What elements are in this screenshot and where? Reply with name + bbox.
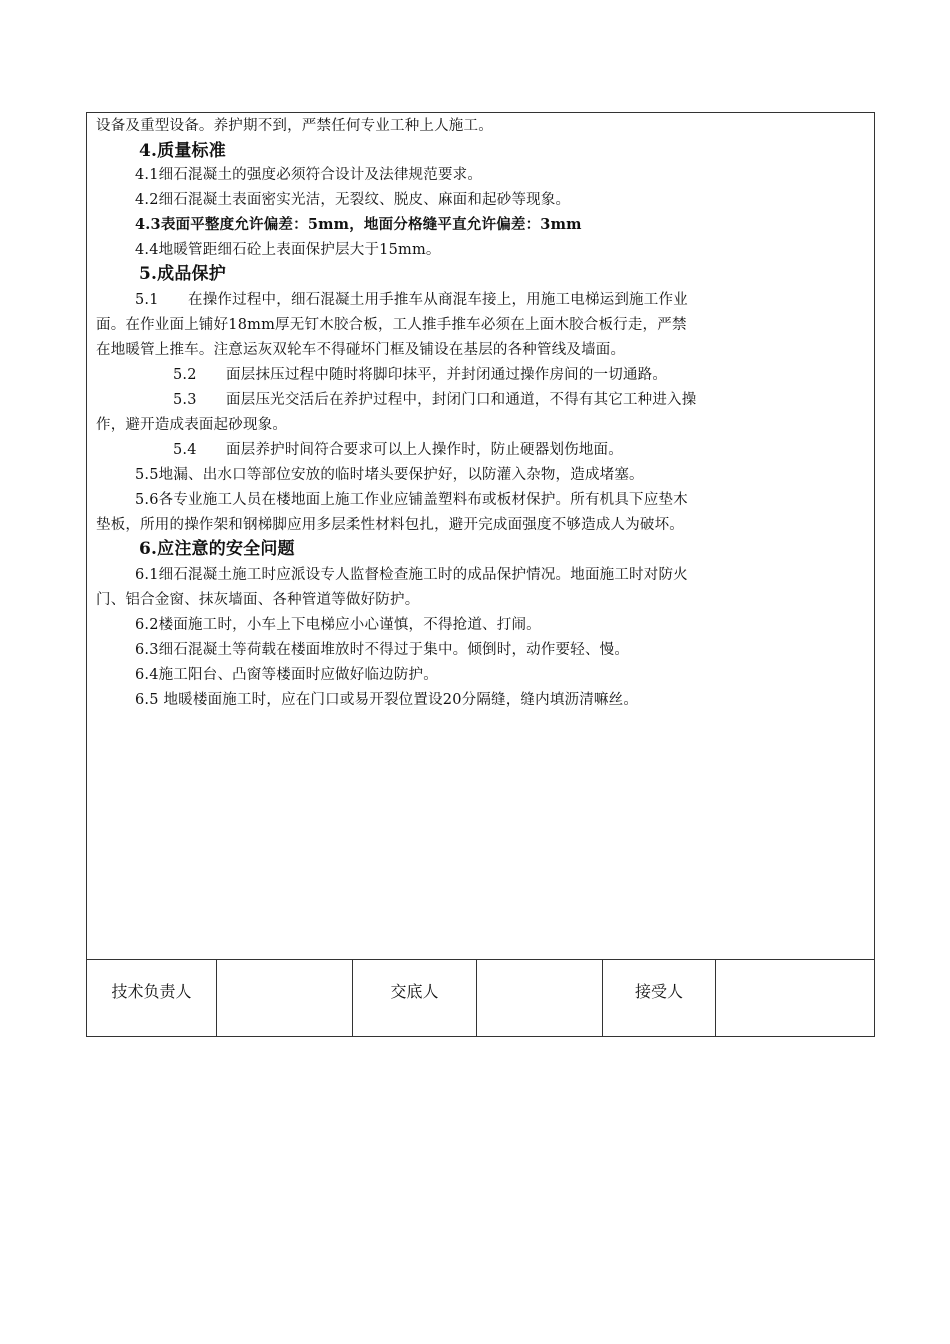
text-line: 5.6各专业施工人员在楼地面上施工作业应铺盖塑料布或板材保护。所有机具下应垫木	[135, 492, 688, 508]
text-line: 6.2楼面施工时，小车上下电梯应小心谨慎，不得抢道、打闹。	[135, 617, 541, 633]
text-line: 面。在作业面上铺好18mm厚无钉木胶合板，工人推手推车必须在上面木胶合板行走，严禁	[96, 317, 687, 333]
text-line: 设备及重型设备。养护期不到，严禁任何专业工种上人施工。	[96, 118, 493, 134]
text-line: 5.5地漏、出水口等部位安放的临时堵头要保护好，以防灌入杂物，造成堵塞。	[135, 467, 644, 483]
text-line: 5.4 面层养护时间符合要求可以上人操作时，防止硬器划伤地面。	[173, 442, 623, 458]
section-heading-quality: 4.质量标准	[139, 141, 226, 161]
tech-lead-label: 技术负责人	[111, 982, 192, 1001]
discloser-signature-field[interactable]	[477, 959, 603, 1037]
receiver-label: 接受人	[634, 982, 683, 1001]
text-line: 6.4施工阳台、凸窗等楼面时应做好临边防护。	[135, 667, 438, 683]
signature-row	[87, 959, 874, 1037]
discloser-label: 交底人	[390, 982, 439, 1001]
text-line: 6.5 地暖楼面施工时，应在门口或易开裂位置设20分隔缝，缝内填沥清嘛丝。	[135, 692, 639, 708]
section-heading-safety: 6.应注意的安全问题	[139, 539, 295, 559]
text-line: 作，避开造成表面起砂现象。	[96, 417, 288, 433]
text-line-bold: 4.3表面平整度允许偏差：5mm，地面分格缝平直允许偏差：3mm	[135, 216, 582, 233]
text-line: 4.1细石混凝土的强度必须符合设计及法律规范要求。	[135, 167, 483, 183]
tech-lead-label-cell	[87, 959, 217, 1037]
discloser-label-cell	[353, 959, 477, 1037]
text-line: 6.3细石混凝土等荷载在楼面堆放时不得过于集中。倾倒时，动作要轻、慢。	[135, 642, 630, 658]
text-line: 在地暖管上推车。注意运灰双轮车不得碰坏门框及铺设在基层的各种管线及墙面。	[96, 342, 626, 358]
text-line: 4.2细石混凝土表面密实光洁，无裂纹、脱皮、麻面和起砂等现象。	[135, 192, 571, 208]
tech-lead-signature-field[interactable]	[217, 959, 353, 1037]
text-line: 4.4地暖管距细石砼上表面保护层大于15mm。	[135, 242, 441, 258]
receiver-signature-field[interactable]	[716, 959, 874, 1037]
text-line: 5.3 面层压光交活后在养护过程中，封闭门口和通道，不得有其它工种进入操	[173, 392, 697, 408]
text-line: 5.2 面层抹压过程中随时将脚印抹平，并封闭通过操作房间的一切通路。	[173, 367, 668, 383]
text-line: 6.1细石混凝土施工时应派设专人监督检查施工时的成品保护情况。地面施工时对防火	[135, 567, 688, 583]
disclosure-table	[86, 112, 875, 1037]
content-cell	[87, 113, 874, 960]
text-line: 垫板，所用的操作架和钢梯脚应用多层柔性材料包扎，避开完成面强度不够造成人为破坏。	[96, 517, 684, 533]
section-heading-protection: 5.成品保护	[139, 264, 226, 284]
receiver-label-cell	[603, 959, 716, 1037]
text-line: 门、铝合金窗、抹灰墙面、各种管道等做好防护。	[96, 592, 420, 608]
text-line: 5.1 在操作过程中，细石混凝土用手推车从商混车接上，用施工电梯运到施工作业	[135, 292, 688, 308]
